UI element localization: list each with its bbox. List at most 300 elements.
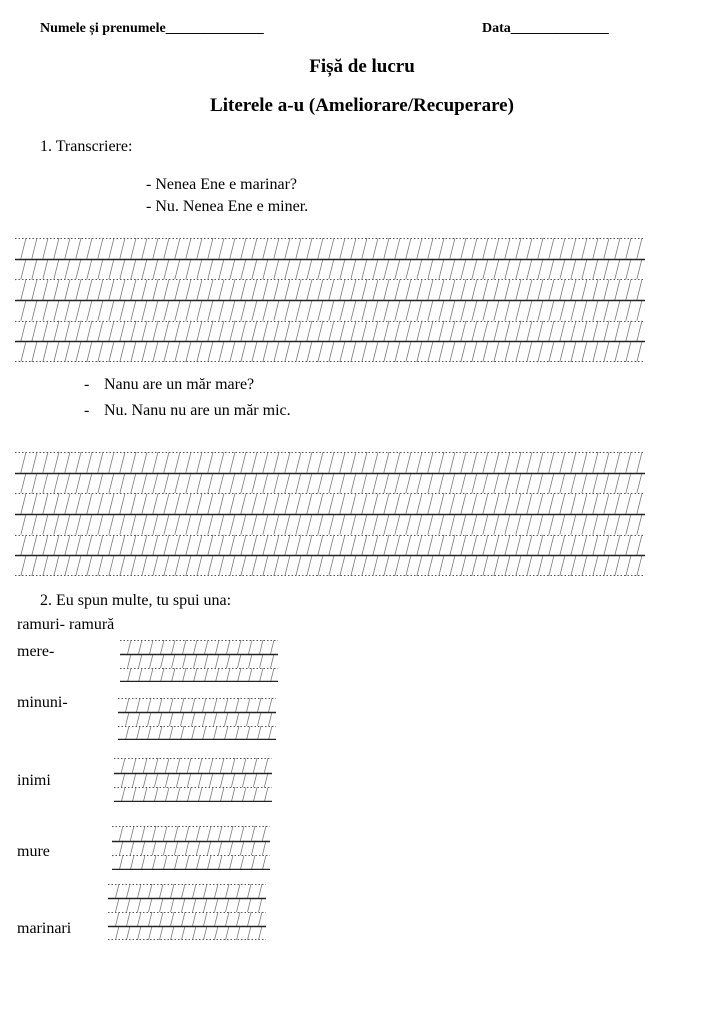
slant-guide: [259, 912, 263, 926]
slant-guide: [160, 884, 164, 898]
slant-guide: [252, 300, 257, 321]
example-pair: ramuri- ramură: [17, 616, 115, 633]
slant-guide: [120, 514, 125, 535]
slant-guide: [219, 535, 224, 556]
slant-guide: [148, 698, 152, 712]
slant-guide: [296, 238, 301, 259]
slant-guide: [143, 773, 147, 788]
slant-guide: [241, 259, 246, 280]
slant-guide: [241, 535, 246, 556]
slant-guide: [263, 555, 268, 576]
slant-guide: [186, 300, 191, 321]
slant-guide: [626, 473, 631, 494]
slant-guide: [43, 555, 48, 576]
slant-guide: [274, 473, 279, 494]
slant-guide: [204, 898, 208, 912]
slant-guide: [549, 535, 554, 556]
slant-guide: [318, 300, 323, 321]
slant-guide: [208, 452, 213, 473]
dialog-2-dash-1: -: [84, 376, 90, 393]
answer-lines-mere[interactable]: [120, 640, 278, 682]
slant-guide: [109, 555, 114, 576]
slant-guide: [318, 535, 323, 556]
slant-guide: [120, 555, 125, 576]
slant-guide: [203, 726, 207, 740]
slant-guide: [252, 555, 257, 576]
slant-guide: [219, 452, 224, 473]
slant-guide: [98, 341, 103, 362]
slant-guide: [120, 341, 125, 362]
slant-guide: [439, 535, 444, 556]
slant-guide: [186, 514, 191, 535]
slant-guide: [120, 279, 125, 300]
slant-guide: [76, 321, 81, 342]
slant-guide: [384, 493, 389, 514]
slant-guide: [204, 912, 208, 926]
slant-guide: [296, 341, 301, 362]
slant-guide: [139, 640, 143, 654]
slant-guide: [196, 826, 200, 841]
slant-guide: [274, 341, 279, 362]
slant-guide: [362, 452, 367, 473]
slant-guide: [417, 279, 422, 300]
slant-guide: [76, 259, 81, 280]
slant-guide: [527, 493, 532, 514]
slant-guide: [461, 341, 466, 362]
slant-guide: [483, 321, 488, 342]
slant-guide: [65, 514, 70, 535]
slant-guide: [439, 493, 444, 514]
slant-guide: [483, 535, 488, 556]
slant-guide: [262, 826, 266, 841]
slant-guide: [406, 259, 411, 280]
page-title: Fișă de lucru: [309, 56, 415, 77]
slant-guide: [98, 535, 103, 556]
slant-guide: [271, 640, 275, 654]
slant-guide: [230, 238, 235, 259]
slant-guide: [406, 493, 411, 514]
slant-guide: [76, 300, 81, 321]
slant-guide: [152, 841, 156, 856]
slant-guide: [472, 452, 477, 473]
slant-guide: [516, 341, 521, 362]
slant-guide: [351, 321, 356, 342]
slant-guide: [318, 473, 323, 494]
slant-guide: [384, 473, 389, 494]
slant-guide: [516, 452, 521, 473]
slant-guide: [230, 279, 235, 300]
slant-guide: [175, 452, 180, 473]
slant-guide: [373, 300, 378, 321]
slant-guide: [160, 898, 164, 912]
dialog-1-line-1: - Nenea Ene e marinar?: [146, 176, 298, 193]
slant-guide: [181, 698, 185, 712]
slant-guide: [351, 493, 356, 514]
slant-guide: [185, 855, 189, 870]
slant-guide: [209, 773, 213, 788]
slant-guide: [263, 514, 268, 535]
slant-guide: [285, 238, 290, 259]
slant-guide: [395, 514, 400, 535]
slant-guide: [153, 321, 158, 342]
slant-guide: [187, 773, 191, 788]
slant-guide: [131, 259, 136, 280]
slant-guide: [351, 514, 356, 535]
slant-guide: [65, 238, 70, 259]
slant-guide: [127, 926, 131, 940]
slant-guide: [384, 514, 389, 535]
slant-guide: [269, 712, 273, 726]
slant-guide: [494, 473, 499, 494]
slant-guide: [236, 726, 240, 740]
answer-lines-minuni[interactable]: [118, 698, 276, 740]
dialog-2-dash-2: -: [84, 402, 90, 419]
slant-guide: [626, 555, 631, 576]
slant-guide: [571, 452, 576, 473]
slant-guide: [593, 341, 598, 362]
slant-guide: [263, 452, 268, 473]
slant-guide: [582, 341, 587, 362]
slant-guide: [153, 452, 158, 473]
slant-guide: [32, 321, 37, 342]
slant-guide: [230, 555, 235, 576]
slant-guide: [571, 341, 576, 362]
slant-guide: [637, 493, 642, 514]
slant-guide: [120, 259, 125, 280]
slant-guide: [505, 535, 510, 556]
slant-guide: [252, 535, 257, 556]
slant-guide: [32, 452, 37, 473]
slant-guide: [417, 321, 422, 342]
slant-guide: [249, 668, 253, 682]
slant-guide: [637, 473, 642, 494]
slant-guide: [351, 341, 356, 362]
word-mure: mure: [17, 843, 50, 860]
slant-guide: [219, 300, 224, 321]
slant-guide: [516, 300, 521, 321]
slant-guide: [126, 726, 130, 740]
slant-guide: [461, 279, 466, 300]
slant-guide: [483, 514, 488, 535]
slant-guide: [318, 238, 323, 259]
slant-guide: [142, 321, 147, 342]
slant-guide: [340, 493, 345, 514]
slant-guide: [175, 300, 180, 321]
slant-guide: [395, 300, 400, 321]
slant-guide: [154, 758, 158, 773]
slant-guide: [274, 279, 279, 300]
slant-guide: [527, 341, 532, 362]
slant-guide: [318, 514, 323, 535]
slant-guide: [198, 758, 202, 773]
slant-guide: [164, 341, 169, 362]
slant-guide: [163, 841, 167, 856]
slant-guide: [120, 452, 125, 473]
slant-guide: [417, 493, 422, 514]
slant-guide: [428, 555, 433, 576]
slant-guide: [208, 493, 213, 514]
writing-lines-block-1[interactable]: [15, 238, 645, 362]
slant-guide: [153, 238, 158, 259]
slant-guide: [87, 259, 92, 280]
slant-guide: [428, 535, 433, 556]
slant-guide: [439, 341, 444, 362]
slant-guide: [296, 279, 301, 300]
slant-guide: [571, 279, 576, 300]
slant-guide: [43, 514, 48, 535]
slant-guide: [208, 321, 213, 342]
slant-guide: [571, 535, 576, 556]
slant-guide: [505, 321, 510, 342]
slant-guide: [307, 473, 312, 494]
exercise-2-heading: 2. Eu spun multe, tu spui una:: [40, 592, 232, 609]
slant-guide: [98, 473, 103, 494]
slant-guide: [461, 452, 466, 473]
slant-guide: [461, 535, 466, 556]
slant-guide: [138, 926, 142, 940]
slant-guide: [329, 259, 334, 280]
slant-guide: [571, 493, 576, 514]
slant-guide: [197, 452, 202, 473]
slant-guide: [54, 238, 59, 259]
slant-guide: [538, 341, 543, 362]
slant-guide: [472, 555, 477, 576]
slant-guide: [296, 300, 301, 321]
slant-guide: [142, 535, 147, 556]
slant-guide: [176, 758, 180, 773]
slant-guide: [406, 300, 411, 321]
slant-guide: [230, 493, 235, 514]
slant-guide: [637, 452, 642, 473]
slant-guide: [560, 473, 565, 494]
slant-guide: [54, 279, 59, 300]
slant-guide: [593, 259, 598, 280]
slant-guide: [560, 514, 565, 535]
slant-guide: [461, 238, 466, 259]
slant-guide: [406, 473, 411, 494]
slant-guide: [214, 726, 218, 740]
slant-guide: [406, 514, 411, 535]
slant-guide: [439, 300, 444, 321]
slant-guide: [439, 555, 444, 576]
slant-guide: [329, 279, 334, 300]
slant-guide: [137, 712, 141, 726]
slant-guide: [329, 535, 334, 556]
slant-guide: [626, 321, 631, 342]
slant-guide: [538, 493, 543, 514]
slant-guide: [225, 726, 229, 740]
slant-guide: [538, 259, 543, 280]
slant-guide: [340, 341, 345, 362]
slant-guide: [637, 535, 642, 556]
slant-guide: [87, 473, 92, 494]
slant-guide: [230, 341, 235, 362]
slant-guide: [373, 452, 378, 473]
slant-guide: [505, 493, 510, 514]
slant-guide: [274, 493, 279, 514]
slant-guide: [362, 259, 367, 280]
slant-guide: [560, 452, 565, 473]
slant-guide: [237, 884, 241, 898]
slant-guide: [65, 555, 70, 576]
slant-guide: [127, 912, 131, 926]
answer-lines-marinari[interactable]: [108, 884, 266, 940]
slant-guide: [362, 341, 367, 362]
slant-guide: [120, 535, 125, 556]
slant-guide: [262, 841, 266, 856]
slant-guide: [241, 279, 246, 300]
slant-guide: [571, 238, 576, 259]
slant-guide: [87, 238, 92, 259]
slant-guide: [215, 884, 219, 898]
slant-guide: [351, 452, 356, 473]
slant-guide: [472, 238, 477, 259]
slant-guide: [127, 884, 131, 898]
slant-guide: [450, 555, 455, 576]
slant-guide: [143, 787, 147, 802]
slant-guide: [230, 473, 235, 494]
slant-guide: [121, 758, 125, 773]
slant-guide: [253, 773, 257, 788]
slant-guide: [164, 259, 169, 280]
slant-guide: [193, 898, 197, 912]
slant-guide: [483, 300, 488, 321]
slant-guide: [296, 321, 301, 342]
slant-guide: [329, 452, 334, 473]
slant-guide: [264, 758, 268, 773]
slant-guide: [43, 473, 48, 494]
slant-guide: [143, 758, 147, 773]
slant-guide: [516, 493, 521, 514]
slant-guide: [307, 321, 312, 342]
slant-guide: [307, 238, 312, 259]
slant-guide: [142, 238, 147, 259]
slant-guide: [131, 555, 136, 576]
slant-guide: [241, 321, 246, 342]
slant-guide: [43, 452, 48, 473]
slant-guide: [142, 300, 147, 321]
slant-guide: [109, 321, 114, 342]
slant-guide: [604, 473, 609, 494]
slant-guide: [32, 514, 37, 535]
slant-guide: [131, 321, 136, 342]
slant-guide: [318, 555, 323, 576]
slant-guide: [153, 279, 158, 300]
slant-guide: [307, 300, 312, 321]
slant-guide: [172, 640, 176, 654]
slant-guide: [505, 514, 510, 535]
slant-guide: [126, 698, 130, 712]
slant-guide: [171, 884, 175, 898]
slant-guide: [183, 654, 187, 668]
slant-guide: [131, 279, 136, 300]
slant-guide: [307, 279, 312, 300]
slant-guide: [54, 535, 59, 556]
slant-guide: [494, 535, 499, 556]
slant-guide: [153, 493, 158, 514]
slant-guide: [362, 279, 367, 300]
slant-guide: [593, 321, 598, 342]
slant-guide: [417, 452, 422, 473]
slant-guide: [116, 898, 120, 912]
slant-guide: [505, 279, 510, 300]
writing-lines-block-2[interactable]: [15, 452, 645, 576]
slant-guide: [384, 555, 389, 576]
slant-guide: [208, 535, 213, 556]
slant-guide: [216, 640, 220, 654]
answer-lines-inimi[interactable]: [114, 758, 272, 802]
slant-guide: [131, 452, 136, 473]
slant-guide: [76, 514, 81, 535]
slant-guide: [329, 555, 334, 576]
slant-guide: [21, 341, 26, 362]
slant-guide: [149, 926, 153, 940]
slant-guide: [362, 555, 367, 576]
slant-guide: [329, 514, 334, 535]
slant-guide: [604, 555, 609, 576]
slant-guide: [472, 473, 477, 494]
slant-guide: [329, 238, 334, 259]
slant-guide: [208, 555, 213, 576]
answer-lines-mure[interactable]: [112, 826, 270, 870]
slant-guide: [318, 279, 323, 300]
slant-guide: [142, 279, 147, 300]
slant-guide: [209, 787, 213, 802]
slant-guide: [472, 259, 477, 280]
slant-guide: [428, 493, 433, 514]
slant-guide: [263, 341, 268, 362]
slant-guide: [54, 452, 59, 473]
slant-guide: [494, 341, 499, 362]
slant-guide: [226, 898, 230, 912]
slant-guide: [582, 452, 587, 473]
slant-guide: [263, 238, 268, 259]
slant-guide: [571, 555, 576, 576]
slant-guide: [417, 341, 422, 362]
slant-guide: [32, 473, 37, 494]
slant-guide: [516, 535, 521, 556]
slant-guide: [182, 898, 186, 912]
slant-guide: [54, 341, 59, 362]
slant-guide: [218, 855, 222, 870]
slant-guide: [230, 300, 235, 321]
slant-guide: [494, 452, 499, 473]
slant-guide: [54, 321, 59, 342]
slant-guide: [340, 452, 345, 473]
slant-guide: [571, 321, 576, 342]
slant-guide: [626, 535, 631, 556]
slant-guide: [373, 279, 378, 300]
slant-guide: [259, 898, 263, 912]
slant-guide: [208, 300, 213, 321]
slant-guide: [259, 926, 263, 940]
slant-guide: [237, 912, 241, 926]
slant-guide: [220, 773, 224, 788]
slant-guide: [593, 300, 598, 321]
slant-guide: [142, 514, 147, 535]
slant-guide: [582, 493, 587, 514]
slant-guide: [472, 493, 477, 514]
slant-guide: [505, 238, 510, 259]
slant-guide: [175, 514, 180, 535]
slant-guide: [637, 300, 642, 321]
slant-guide: [165, 773, 169, 788]
slant-guide: [263, 259, 268, 280]
slant-guide: [516, 555, 521, 576]
slant-guide: [230, 321, 235, 342]
slant-guide: [329, 341, 334, 362]
slant-guide: [219, 473, 224, 494]
